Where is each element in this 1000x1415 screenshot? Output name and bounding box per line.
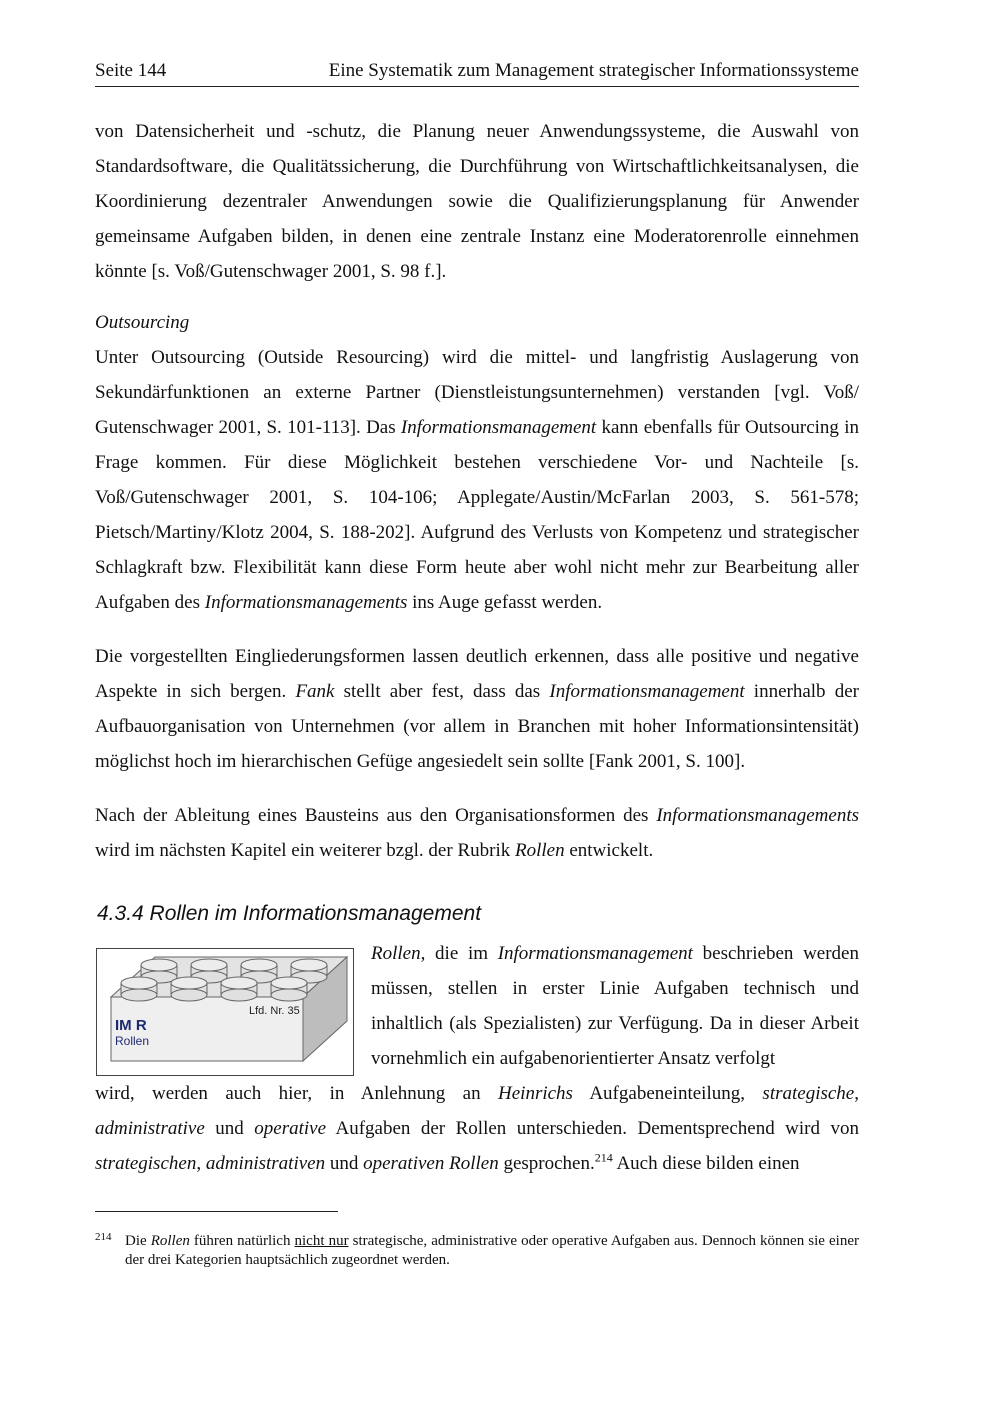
lego-brick-icon <box>97 949 353 1075</box>
wrapped-paragraph-continuation: wird, werden auch hier, in Anlehnung an Heinrichs Aufgabeneinteilung, strategische, administrative und operative Aufgaben der Rollen unterschieden. Dementsprechend wird von strategischen, administrativen und operativen Rollen gesprochen.$^{214}$ Auch diese bilden einen <box>95 1083 860 1174</box>
running-title: Eine Systematik zum Management strategischer Informationssysteme <box>328 60 859 81</box>
paragraph-3: Die vorgestellten Eingliederungsformen lassen deutlich erkennen, dass alle positive und negative Aspekte in sich bergen. Fank stellt aber fest, dass das Informationsmanagement innerhalb der Aufbauorganisation von Unternehmen (vor allem in Branchen mit hoher Informationsintensität) möglichst hoch im hierarchischen Gefüge angesiedelt sein sollte [Fank 2001, S. 100]. <box>95 646 859 772</box>
running-header <box>95 60 859 87</box>
figure-label: Rollen <box>115 1034 150 1048</box>
footnote <box>95 1232 859 1270</box>
subheading-outsourcing: Outsourcing <box>95 312 190 333</box>
wrapped-paragraph-start: Rollen, die im Informationsmanagement beschrieben werden müssen, stellen in erster Linie Aufgaben technisch und inhaltlich (als Spezialisten) zur Verfügung. Da in dieser Arbeit vornehmlich ein aufgabenorientierter Ansatz verfolgt <box>371 943 859 1069</box>
figure-code: IM R <box>115 1017 147 1034</box>
section-heading: 4.3.4 Rollen im Informationsmanagement <box>97 902 482 925</box>
paragraph-1: von Datensicherheit und -schutz, die Planung neuer Anwendungssysteme, die Auswahl von Standardsoftware, die Qualitätssicherung, die Durchführung von Wirtschaftlichkeitsanalysen, die Koordinierung dezentraler Anwendungen sowie die Qualifizierungsplanung für Anwender gemeinsame Aufgaben bilden, in denen eine zentrale Instanz eine Moderatorenrolle einnehmen könnte [s. Voß/Gutenschwager 2001, S. 98 f.]. <box>95 121 859 282</box>
footnote-number: 214 <box>95 1231 112 1243</box>
building-block-figure <box>96 948 354 1076</box>
main-text <box>95 114 859 868</box>
page-number: Seite 144 <box>95 60 167 81</box>
footnote-divider <box>95 1211 338 1212</box>
paragraph-4: Nach der Ableitung eines Bausteins aus den Organisationsformen des Informationsmanagements wird im nächsten Kapitel ein weiterer bzgl. der Rubrik Rollen entwickelt. <box>95 805 859 861</box>
paragraph-outsourcing: Unter Outsourcing (Outside Resourcing) wird die mittel- und langfristig Auslagerung von Sekundärfunktionen an externe Partner (Dienstleistungsunternehmen) verstanden [vgl. Voß/ Gutenschwager 2001, S. 101-113]. Das Informationsmanagement kann ebenfalls für Outsourcing in Frage kommen. Für diese Möglichkeit bestehen verschiedene Vor- und Nachteile [s. Voß/Gutenschwager 2001, S. 104-106; Applegate/Austin/McFarlan 2003, S. 561-578; Pietsch/Martiny/Klotz 2004, S. 188-202]. Aufgrund des Verlusts von Kompetenz und strategischer Schlagkraft bzw. Flexibilität kann diese Form heute aber wohl nicht mehr zur Bearbeitung aller Aufgaben des Informationsmanagements ins Auge gefasst werden. <box>95 347 859 613</box>
footnote-reference[interactable]: 214 <box>594 1150 613 1165</box>
footnote-text: Die Rollen führen natürlich nicht nur strategische, administrative oder operative Aufgaben aus. Dennoch können sie einer der drei Kategorien hauptsächlich zugeordnet werden. <box>125 1233 859 1268</box>
figure-number: Lfd. Nr. 35 <box>249 1005 300 1017</box>
